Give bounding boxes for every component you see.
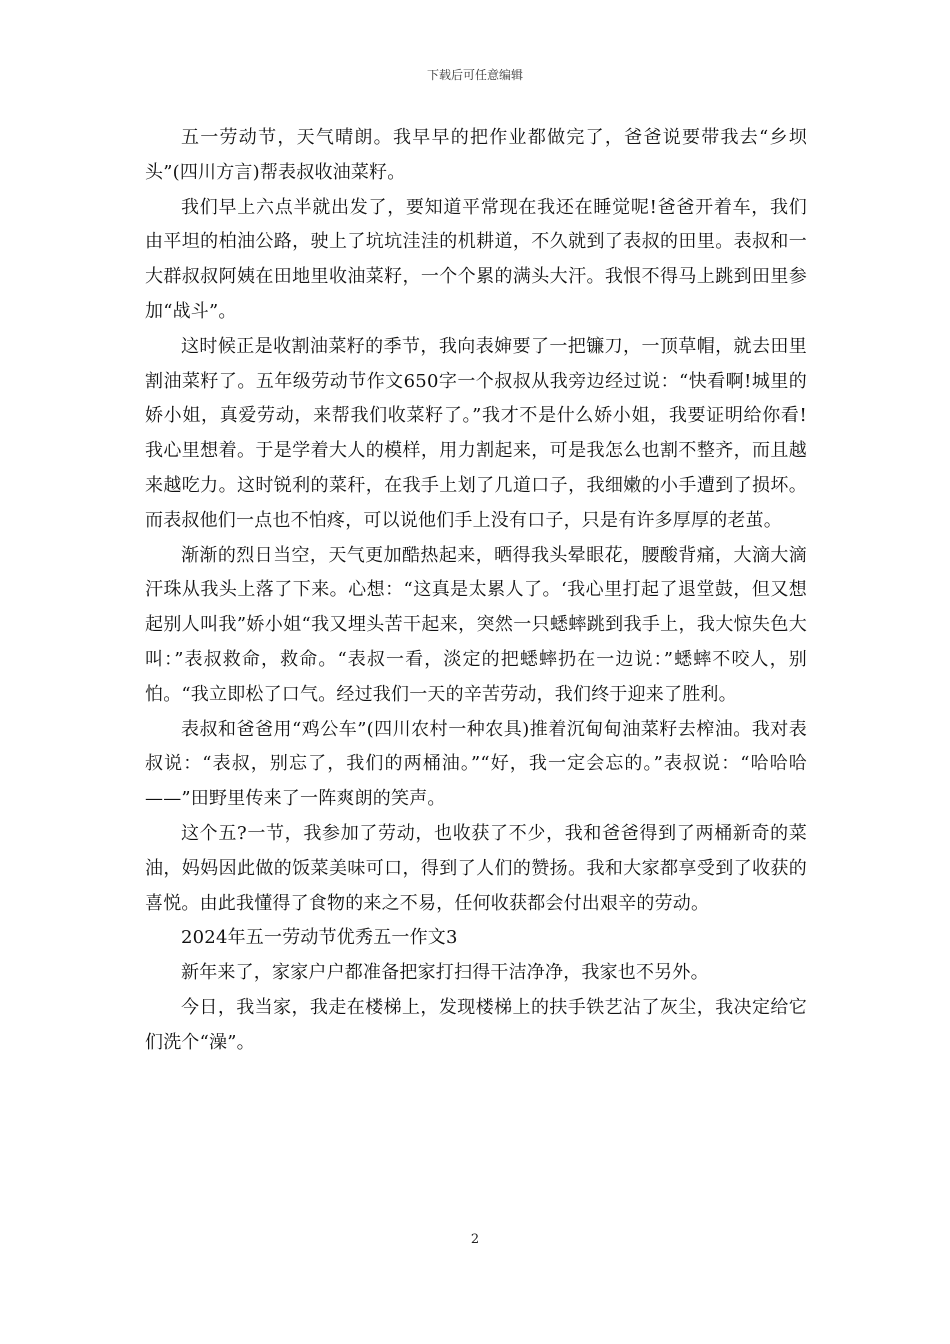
section-heading: 2024年五一劳动节优秀五一作文3	[181, 927, 458, 949]
paragraph-8: 今日，我当家，我走在楼梯上，发现楼梯上的扶手铁艺沾了灰尘，我决定给它们洗个“澡”。	[145, 996, 807, 1053]
page-number: 2	[470, 1232, 480, 1247]
paragraph-1: 五一劳动节，天气晴朗。我早早的把作业都做完了，爸爸说要带我去“乡坝头”(四川方言)帮表叔收油菜籽。	[145, 127, 807, 183]
page-header: 下载后可任意编辑	[426, 68, 523, 82]
document-body	[145, 121, 807, 1061]
paragraph-7: 新年来了，家家户户都准备把家打扫得干洁净净，我家也不另外。	[181, 962, 709, 984]
paragraph-4: 渐渐的烈日当空，天气更加酷热起来，晒得我头晕眼花，腰酸背痛，大滴大滴汗珠从我头上落了下来。心想：“这真是太累人了。‘我心里打起了退堂鼓，但又想起别人叫我”娇小姐“我又埋头苦干起来，突然一只蟋蟀跳到我手上，我大惊失色大叫：”表叔救命，救命。“表叔一看，淡定的把蟋蟀扔在一边说：”蟋蟀不咬人，别怕。“我立即松了口气。经过我们一天的辛苦劳动，我们终于迎来了胜利。	[145, 544, 807, 705]
paragraph-2: 我们早上六点半就出发了，要知道平常现在我还在睡觉呢!爸爸开着车，我们由平坦的柏油公路，驶上了坑坑洼洼的机耕道，不久就到了表叔的田里。表叔和一大群叔叔阿姨在田地里收油菜籽，一个个累的满头大汗。我恨不得马上跳到田里参加“战斗”。	[145, 196, 807, 322]
paragraph-5: 表叔和爸爸用“鸡公车”(四川农村一种农具)推着沉甸甸油菜籽去榨油。我对表叔说：“表叔，别忘了，我们的两桶油。”“好，我一定会忘的。”表叔说：“哈哈哈——”田野里传来了一阵爽朗的笑声。	[145, 718, 807, 810]
paragraph-6: 这个五?一节，我参加了劳动，也收获了不少，我和爸爸得到了两桶新奇的菜油，妈妈因此做的饭菜美味可口，得到了人们的赞扬。我和大家都享受到了收获的喜悦。由此我懂得了食物的来之不易，任何收获都会付出艰辛的劳动。	[145, 822, 807, 914]
paragraph-3: 这时候正是收割油菜籽的季节，我向表婶要了一把镰刀，一顶草帽，就去田里割油菜籽了。五年级劳动节作文650字一个叔叔从我旁边经过说：“快看啊!城里的娇小姐，真爱劳动，来帮我们收菜籽了。”我才不是什么娇小姐，我要证明给你看!我心里想着。于是学着大人的模样，用力割起来，可是我怎么也割不整齐，而且越来越吃力。这时锐利的菜秆，在我手上划了几道口子，我细嫩的小手遭到了损坏。而表叔他们一点也不怕疼，可以说他们手上没有口子，只是有许多厚厚的老茧。	[145, 335, 807, 531]
